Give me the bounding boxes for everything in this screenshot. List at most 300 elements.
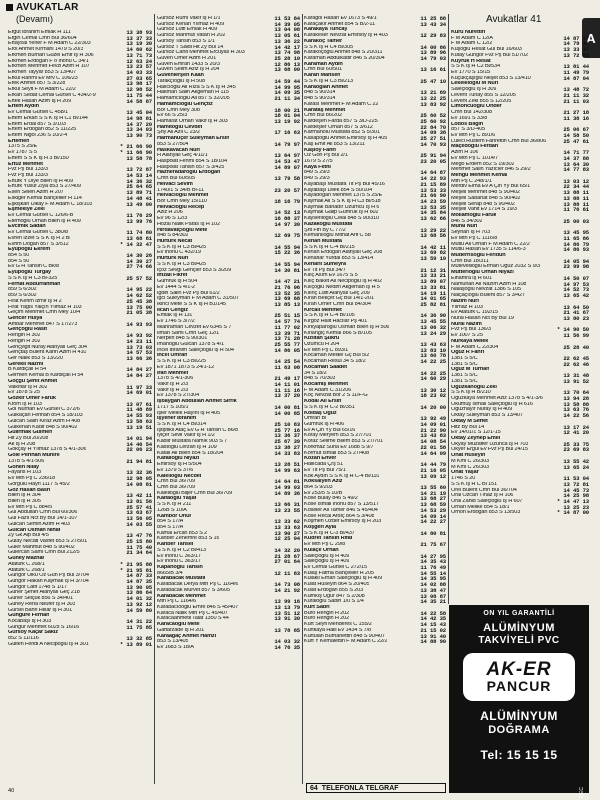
listing-name: Tarakçıoğlu Iş H 508 xyxy=(157,78,205,84)
listing-phone: 14 69 01 xyxy=(126,390,152,396)
listing-name: Saleçioğlu Iş H 409 xyxy=(304,553,350,559)
listing-name: Oktay Zeynep Emel xyxy=(451,436,501,442)
listing-phone: 25 27 51 xyxy=(420,136,446,142)
listing-phone: 14 84 27 xyxy=(126,373,152,379)
listing-phone: 22 01 58 xyxy=(420,444,446,451)
listing-name: Cmh Bul 36/709 xyxy=(157,484,196,490)
listing-phone: 13 09 12 xyxy=(420,473,446,480)
listing-name: Bor Cmh Mey 15/110 xyxy=(157,199,207,204)
listing-name: Germen Kemal B Kardiçalı H 54 xyxy=(8,373,84,379)
listing-name: Eyüpoğlu Ekrem xyxy=(8,247,51,253)
listing-name: Koray Meryem 853 S 27/701 xyxy=(304,433,372,439)
section-header xyxy=(6,2,156,24)
listing-phone: 11 76 49 xyxy=(420,565,446,571)
listing-name: Kemahlıoğlu Mithat Arif C 58 xyxy=(304,233,371,239)
listing-name: Ev 66 S 25/3 xyxy=(157,113,188,119)
listing-name: Kodal Ali Ersin xyxy=(304,399,342,405)
listing-phone: 25 57 41 xyxy=(126,504,152,511)
listing-phone: 22 84 70 xyxy=(420,124,446,131)
listing-phone: 14 22 58 xyxy=(420,610,446,617)
listing-name: Kılınç Lütfi Alanyalı Geç 209 xyxy=(304,290,370,296)
listing-entry xyxy=(451,510,589,516)
listing-phone: 14 87 33 xyxy=(126,573,152,579)
listing-phone: 13 25 23 xyxy=(563,504,589,511)
listing-phone: 21 11 03 xyxy=(563,98,589,105)
listing-name: Namuhan Ali Nazım Azim H 108 xyxy=(451,281,527,287)
listing-name: Ev 1746 S 3/7/2 xyxy=(157,319,195,325)
listing-phone: 13 33 81 xyxy=(420,284,446,291)
listing-name: Okyay Muzaffer Uzunca Iş H 703 xyxy=(451,441,529,447)
listing-name: Karakeser Nevzat Emirsoy Iş H 403 xyxy=(304,33,388,39)
listing-phone: 25 60 52 xyxy=(420,113,446,119)
listing-name: Erkul Seyit F M Adam C 22/2 xyxy=(8,87,76,93)
listing-phone: 15 22 36 xyxy=(274,250,300,257)
listing-phone: 14 20 00 xyxy=(420,404,446,411)
listing-name: Kırkyaparoğlu Osman Bilen Iş H 506 xyxy=(304,324,390,330)
listing-phone: 14 00 86 xyxy=(420,44,446,51)
listing-name: 853 S 13/405 xyxy=(157,639,189,645)
listing-phone: 25 60 92 xyxy=(420,118,446,125)
listing-phone: 25 06 67 xyxy=(563,127,589,133)
listing-name: Ev Cemal Gürsel C 380/8 xyxy=(8,230,68,236)
listing-phone: 13 17 24 xyxy=(563,424,589,431)
listing-name: Mehmet Salih Yazıcıer 846 S 29/2 xyxy=(451,167,531,173)
listing-name: Fvz Pş Bul 133/3 xyxy=(8,172,48,178)
listing-phone: 13 70 64 xyxy=(563,390,589,396)
listing-phone: 14 35 95 xyxy=(420,576,446,583)
listing-name: Güngör Ülkü Öz Gün Pş Bul 3/704 xyxy=(8,573,89,579)
listing-phone: 13 71 73 xyxy=(126,52,152,59)
listing-name: Etemoğlu Orhan Bilen Iş H 409 xyxy=(8,218,81,224)
listing-phone: 14 09 38 xyxy=(420,130,446,137)
listing-phone: 13 66 36 xyxy=(126,355,152,362)
listing-name: Oğuzhayır Nuray Iş H 409 xyxy=(451,407,513,413)
listing-name: Karan Mahsen xyxy=(304,73,341,79)
listing-name: Güler Mahmut 848 S 90/402 xyxy=(8,544,75,550)
square-bullet-icon xyxy=(6,4,13,11)
listing-name: İşler Melek Hayırlı Iş H 405 xyxy=(157,410,220,416)
listing-name: Evcimik Sadan xyxy=(8,224,46,230)
listing-name: Ev Cemal Gürsel C 458/1 xyxy=(8,110,68,116)
listing-name: Hürtürk Necat xyxy=(157,239,193,245)
listing-phone: 14 99 03 xyxy=(274,484,300,491)
listing-phone: 14 55 14 xyxy=(420,570,446,577)
listing-name: Kuyruk H Resat xyxy=(451,58,491,64)
listing-phone: 13 89 71 xyxy=(126,190,152,196)
listing-phone: 14 33 83 xyxy=(274,450,300,457)
listing-name: F M Adam C 22/304 xyxy=(451,344,499,350)
listing-name: Erkmen Tayyar 853 S 13/407 xyxy=(8,70,77,76)
listing-name: İçöz Sevgi Gençler 853 S 3/209 xyxy=(157,267,232,273)
listing-phone: 13 79 58 xyxy=(274,176,300,182)
listing-name: Oral Zahid Saleçioğlu Iş H 607 xyxy=(451,498,523,504)
listing-name: Valkıflar Iş H 302 xyxy=(8,384,48,390)
listing-name: Gençtaş Bülent Karin Azim H 410 xyxy=(8,350,87,356)
listing-name: Öz Gön Pş Bul 2/1 xyxy=(304,153,348,159)
ad-product-1: ALÜMİNYUM xyxy=(480,709,558,723)
listing-phone: 13 88 11 xyxy=(563,195,589,202)
listing-phone: 13 47 76 xyxy=(126,533,152,539)
listing-phone: 13 33 62 xyxy=(274,519,300,525)
ad-brand-subname: PANCUR xyxy=(486,678,552,694)
listing-name: Bilen Iş H 305 xyxy=(8,498,41,504)
listing-phone: 14 42 17 xyxy=(274,44,300,51)
listing-name: Ergin Cemal Cmh Bul 36/604 xyxy=(8,35,77,41)
listing-name: Nerperi 848 S 90/301 xyxy=(157,336,208,342)
listing-phone: 14 09 01 xyxy=(420,422,446,428)
listing-phone: 12 25 04 xyxy=(274,536,300,543)
listing-name: Hamarat Orhan Vakıf Iş H 303 xyxy=(157,118,228,124)
listing-name: İyiçer Sevil Vakıf Iş H 1/2 xyxy=(157,433,215,439)
listing-phone: 23 69 83 xyxy=(563,447,589,454)
listing-phone: 13 65 42 xyxy=(563,293,589,299)
listing-name: Köksalyen Aziz xyxy=(304,479,343,485)
listing-name: Ev 1691 S 33/8 xyxy=(451,115,488,121)
listing-phone: 14 73 08 xyxy=(274,582,300,588)
listing-phone: 14 79 97 xyxy=(274,141,300,148)
listing-name: Kasapoğlu Ahmet Emirsoy Iş H 405 xyxy=(304,136,388,142)
listing-name: Göz Hasan Basri xyxy=(8,487,51,493)
listing-phone: 14 44 79 xyxy=(420,462,446,468)
listing-name: Levent Zeki 855 S 12/205 xyxy=(451,98,512,104)
listing-name: 1679 S 27/5 xyxy=(304,158,333,164)
listing-phone: 14 21 19 xyxy=(420,490,446,497)
listing-name: Firat Kerim Izmir Iş H 2 xyxy=(8,298,62,304)
listing-name: Şht Fth By C 77/2 xyxy=(304,227,346,233)
listing-name: Güner Şener Alanyalı Geç 218 xyxy=(8,590,80,596)
listing-phone: 25 33 75 xyxy=(563,441,589,448)
listing-phone: 14 35 84 xyxy=(420,210,446,217)
listing-name: Ev İnönü C 432/19 xyxy=(157,250,201,256)
listing-phone: * 21 95 81 xyxy=(119,567,152,574)
listing-phone: 27 03 65 xyxy=(126,75,152,82)
listing-phone: 13 73 03 xyxy=(126,344,152,351)
listing-name: 848 S 84/302 xyxy=(157,233,189,239)
listing-name: Ev Atatürk C 192/15 xyxy=(451,310,498,316)
listing-name: Hırdavatçıoğlu Mete xyxy=(157,227,208,233)
listing-name: Haskavacan Nuri xyxy=(157,147,200,153)
listing-name: Gülkaçan Ferihan 854 S 18/103 xyxy=(8,413,83,419)
listing-name: Halıcıoğlu Ali Rıza S S K Iş H 345 xyxy=(157,84,236,90)
listing-name: 849 S 29/3 xyxy=(304,170,330,176)
listing-phone: 14 02 88 xyxy=(420,582,446,588)
listing-name: Hürtürk Nuri xyxy=(157,256,189,262)
listing-name: Kurt Seyfi Menderes C 155/2 xyxy=(304,622,372,628)
listing-name: Oğuzkanoğlu Zeki xyxy=(451,384,497,390)
listing-phone: 25 77 16 xyxy=(274,427,300,434)
listing-name: 1717 S 105/1 xyxy=(157,404,189,410)
listing-phone: 12 41 20 xyxy=(563,430,589,437)
listing-name: Kocaman Saadet xyxy=(304,364,347,370)
listing-name: Güven Selim Aziz Iş H 204 xyxy=(157,67,220,73)
listing-phone: 14 30 81 xyxy=(274,267,300,274)
listing-phone: 25 51 15 xyxy=(274,313,300,320)
listing-phone: 14 09 14 xyxy=(420,513,446,520)
ad-brand-name: AK-ER xyxy=(486,659,552,680)
listing-name: Kardeşen Farda 857 S 3/D-225 xyxy=(304,118,378,124)
listing-name: S S K Iş H 211 xyxy=(157,502,192,508)
listing-phone: 13 32 85 xyxy=(126,636,152,642)
listing-phone: 14 98 81 xyxy=(126,115,152,122)
listing-phone: 21 34 64 xyxy=(126,550,152,557)
listing-phone: 13 38 93 xyxy=(126,30,152,36)
ad-phone: Tel: 15 15 15 xyxy=(480,748,558,762)
listing-name: Eyüpoğlu Turgay xyxy=(8,270,52,276)
listing-phone: 22 62 45 xyxy=(563,355,589,362)
listing-name: Nalçaçıoğlu Bülent 857 S 3/427 xyxy=(451,293,525,299)
listing-name: Kenarlar Yurdal 853 S 13/414 xyxy=(304,256,374,262)
listing-name: Gülten Fendi A Necipoğlu Iş H 301 xyxy=(8,641,89,647)
listing-phone: 21 94 81 xyxy=(126,458,152,465)
listing-name: Ertem Erdoğan 852 S 11/225 xyxy=(8,127,77,133)
listing-name: 848 S 90/314 xyxy=(304,96,336,102)
listing-phone: 14 99 95 xyxy=(274,84,300,91)
listing-name: Kocabaşı Iş H 303 xyxy=(8,619,52,625)
listing-name: M Kml C 26/303 xyxy=(451,458,490,464)
listing-name: Kıran Ömer Cmh Bul 84/304 xyxy=(304,301,371,307)
listing-phone: 22 34 44 xyxy=(563,184,589,191)
listing-name: Fayans H 103 xyxy=(8,470,42,476)
listing-name: Gümrük Iş H 406 xyxy=(304,422,345,428)
listing-name: İğci Süleyman F M Adam C 31/507 xyxy=(157,296,239,302)
listing-name: Kırgöz Halit Hacılar Pş 401 xyxy=(304,319,368,325)
listing-name: Cmh Bul 36/709 xyxy=(157,479,196,485)
listing-name: Hozal Nalik Paras Iş H 102 xyxy=(157,221,220,227)
listing-phone: 13 03 12 xyxy=(563,178,589,185)
listing-phone: * 14 47 13 xyxy=(556,498,589,505)
listing-name: Kızıltan Şükrü xyxy=(304,336,340,342)
listing-phone: 14 87 04 xyxy=(563,75,589,82)
listing-phone: 14 22 25 xyxy=(420,370,446,377)
listing-name: Ev İnönü C 363/17 xyxy=(157,553,201,559)
listing-phone: 14 01 32 xyxy=(126,596,152,602)
listing-phone: 14 22 25 xyxy=(420,359,446,365)
listing-name: Emlak Iş H 110 xyxy=(157,313,193,319)
listing-name: Gürsoy Tahsin 853 S 1/1 xyxy=(157,38,215,44)
listing-name: Kurt Sabri xyxy=(304,605,330,611)
column-divider xyxy=(302,14,303,784)
listing-name: Kurt Y Kemalettin F M Adam C 22/2 xyxy=(304,639,388,645)
listing-phone: 18 16 79 xyxy=(274,199,300,205)
listing-phone: 11 74 80 xyxy=(126,230,152,236)
listing-name: Kanber Tansel xyxy=(157,542,194,548)
listing-entry xyxy=(8,642,152,648)
listing-name: 1378 S 4/1-506 xyxy=(8,458,45,464)
listing-name: Kocamış Mehmet xyxy=(304,382,348,387)
listing-phone: 14 55 93 xyxy=(126,413,152,419)
listing-phone: * 14 90 50 xyxy=(556,327,589,334)
listing-phone: 13 43 63 xyxy=(420,341,446,348)
listing-phone: 14 52 13 xyxy=(274,210,300,217)
listing-name: 1740/1 S 34/B Bl-11 xyxy=(157,187,204,193)
listing-phone: 11 48 89 xyxy=(126,407,152,414)
listing-phone: 13 68 59 xyxy=(420,502,446,508)
listing-name: Lüleci Rüstem Fahrettin Cmh Bul 36/806 xyxy=(451,138,547,144)
listing-name: Ferhat Abdurrahman xyxy=(8,281,61,287)
listing-name: Korkmaz Suna Ev 1688 S 9/7 xyxy=(304,444,374,450)
listing-phone: 14 55 94 xyxy=(274,261,300,268)
listing-name: Ev Mth Pş C 1116/8 xyxy=(451,235,498,241)
listing-name: Kıran Bekçet Gç Bul 14/1-201 xyxy=(304,296,374,302)
listing-name: Kuşoğlu Resat Gül Bul 16/603 xyxy=(451,47,522,53)
listing-name: Gülcan Semih Azim H 403 xyxy=(8,521,70,527)
listing-name: 854 S 50 xyxy=(8,253,30,259)
listing-phone: 12 98 52 xyxy=(126,87,152,93)
listing-name: Ertem Aydın xyxy=(8,104,39,110)
listing-name: Merdiv Elma Ev A Çin Yy Bul 65/1 xyxy=(451,184,531,190)
listing-name: Kalelioğlu Necdet xyxy=(157,473,202,479)
listing-phone: 25 47 10 xyxy=(420,78,446,85)
listing-name: 864 S 9/203 xyxy=(304,484,333,490)
listing-phone: 14 93 92 xyxy=(126,333,152,339)
listing-phone: 13 69 82 xyxy=(420,250,446,257)
listing-name: Güngör Hakan Kaymak Iş H 3/704 xyxy=(8,579,89,584)
listing-phone: 13 94 28 xyxy=(563,396,589,402)
listing-name: Mutlu Hasan Ev 1735 S 114/6-3 xyxy=(451,247,526,253)
listing-name: Gerekli Nazmi xyxy=(8,361,44,367)
listing-name: Haspolat Fehmi 854 S 18/104 xyxy=(157,158,227,164)
listing-phone: * 21 95 88 xyxy=(119,561,152,568)
listing-name: Kafalıoğlu Niyazi xyxy=(157,456,200,462)
listing-phone: 13 92 12 xyxy=(126,601,152,608)
listing-name: Hamitoğlu Cevdet xyxy=(157,124,203,130)
listing-name: Geçim Mehmet Cmh Mey 10/4 xyxy=(8,310,81,316)
listing-name: Meşeli Serap 848 S 90/402 xyxy=(451,201,515,207)
listing-name: Erol Ahmet Kırmanl 1479 S 20/3 xyxy=(8,47,84,53)
listing-name: Gürsöz Rümi Vakıf Iş H 1/1 xyxy=(157,16,221,21)
listing-name: Limoncuoğlu Önder xyxy=(451,104,502,110)
listing-name: Bor Cmh Mey 308 xyxy=(157,107,200,113)
listing-name: Meşeli Sabahat 848 S 90/402 xyxy=(451,195,521,201)
listing-name: Kayserlioğlu Celal 848 S 90/310 xyxy=(304,216,379,222)
listing-phone: 13 55 60 xyxy=(420,484,446,491)
ad-warranty: ON YIL GARANTİLİ xyxy=(483,610,555,617)
listing-phone: 13 68 61 xyxy=(126,235,152,242)
listing-name: Göçgü Şehit Ahmet xyxy=(8,378,58,384)
listing-phone: 25 57 52 xyxy=(126,275,152,282)
listing-name: Köşgeri Ayla xyxy=(304,524,336,530)
listing-phone: 14 30 27 xyxy=(126,258,152,265)
listing-name: Karaoğlan Ahmet xyxy=(304,84,348,90)
listing-phone: 14 87 35 xyxy=(126,579,152,585)
listing-name: Hallıcada Çrş 51 xyxy=(304,462,343,468)
listing-phone: 13 81 44 xyxy=(563,64,589,71)
listing-name: 126B S 10/A xyxy=(157,507,187,513)
listing-name: Firat Yağıs Yalçın Yılmaz H 103 xyxy=(8,304,82,310)
listing-name: Kuru Nurettin xyxy=(451,30,486,35)
listing-phone: 14 76 35 xyxy=(274,645,300,651)
listing-phone: 14 19 11 xyxy=(420,290,446,297)
listing-phone: 14 97 30 xyxy=(274,221,300,228)
listing-name: Mth Pş C 1164/6 xyxy=(157,599,196,605)
listing-name: S S K Iş H C3 Bl/425 xyxy=(157,244,206,250)
listing-name: Kenarlı Sümeyra xyxy=(304,261,346,267)
listing-phone: 22 06 23 xyxy=(126,447,152,454)
listing-phone: 14 09 35 xyxy=(274,90,300,97)
listing-name: Gaffarzade Iş H 201 xyxy=(157,627,205,633)
listing-phone: 13 24 29 xyxy=(420,330,446,337)
listing-phone: 14 71 77 xyxy=(563,150,589,156)
listing-name: Gülcan Osman Nihat xyxy=(8,527,61,533)
listing-name: Mengü Mehmet Kemal xyxy=(451,172,508,178)
thumb-index-tab: A xyxy=(582,18,600,58)
listing-phone: 14 23 59 xyxy=(420,199,446,205)
listing-phone: 14 47 21 xyxy=(274,279,300,285)
listing-phone: 14 84 27 xyxy=(126,367,152,374)
listing-phone: 14 52 73 xyxy=(563,287,589,294)
listing-phone: 14 42 35 xyxy=(420,616,446,623)
listing-name: 859 S 6/302 xyxy=(8,287,37,293)
listing-name: Rengin H 302 xyxy=(8,338,41,344)
listing-name: 853 S 27/504 xyxy=(157,141,189,147)
listing-name: 854 S 17/A xyxy=(157,519,184,525)
listing-name: Ambar Mehmet 847 S 17/273 xyxy=(8,321,78,327)
listing-name: Erkul Rahmi Ev Mrv C 106/23 xyxy=(8,75,78,81)
page-number-left: 40 xyxy=(8,788,15,794)
listing-phone: 13 16 61 xyxy=(420,67,446,74)
listing-name: Kuraloğlu Sabih 1/0 S 1/4 xyxy=(304,599,364,605)
listing-name: Kutay Güngör Fvz Pş Bul 51/702 xyxy=(451,52,528,58)
ad-line-aluminium: ALÜMİNYUM xyxy=(483,622,555,634)
listing-name: Ergut Ibrahim Emlak H 111 xyxy=(8,30,71,35)
listing-name: Atatürk C 268/1 xyxy=(8,567,45,573)
listing-name: Kumkış Uğur 847 S 2/308 xyxy=(304,593,365,599)
listing-phone: 13 85 13 xyxy=(274,301,300,308)
listing-phone: 14 36 32 xyxy=(126,178,152,185)
listing-phone: 14 48 41 xyxy=(126,195,152,202)
listing-phone: 13 37 33 xyxy=(126,35,152,42)
listing-name: Karacaahmetli Talat 1350 S 44 xyxy=(157,616,229,622)
listing-phone: 13 63 67 xyxy=(126,510,152,517)
listing-phone: 14 01 65 xyxy=(420,296,446,302)
listing-name: Göl Nurhan Ev Gürsel C 372/6 xyxy=(8,407,80,413)
listing-phone: 11 53 04 xyxy=(563,476,589,482)
listing-phone: 13 30 12 xyxy=(420,387,446,394)
ad-product-2: DOĞRAMA xyxy=(488,724,550,736)
listing-phone: 11 56 99 xyxy=(563,333,589,339)
listing-name: İlman Sami Cmh Geç 12/1 xyxy=(157,330,220,336)
listing-name: Oğuz R Fahri xyxy=(451,350,485,356)
listing-name: İkinci Mete S S K Iş H B1/145 xyxy=(157,301,227,307)
listing-name: Karası Mehmet F M Adam C 22 xyxy=(304,101,379,107)
listing-name: Bilen Iş H 304 xyxy=(8,493,41,499)
listing-phone: 14 39 05 xyxy=(274,21,300,28)
listing-name: Güney Reha Nilüfer Iş H 303 xyxy=(8,601,76,607)
listing-phone: 12 98 05 xyxy=(126,476,152,482)
listing-phone: 14 05 94 xyxy=(563,258,589,265)
listing-name: S S K Iş H C-4 Bl/105 xyxy=(304,313,355,319)
listing-phone: 13 32 36 xyxy=(126,470,152,477)
listing-name: Kambor Onur xyxy=(157,513,192,519)
listing-phone: 13 62 66 xyxy=(420,216,446,222)
listing-phone: 13 91 40 xyxy=(420,633,446,640)
listing-name: Ev Tlt Pş Bul 75/1 xyxy=(304,467,346,473)
listing-name: Koç Nevzat Bor 2 S 11/F-G xyxy=(304,393,368,399)
listing-phone: 14 64 81 xyxy=(274,479,300,485)
listing-name: Oğuz M Turhan xyxy=(451,367,490,373)
listing-phone: 25 91 94 xyxy=(420,153,446,159)
listing-name: F M Adam C 12/2 xyxy=(451,41,493,47)
listing-phone: 21 41 67 xyxy=(563,310,589,316)
listing-name: Gençoğlu Rasit xyxy=(8,327,47,333)
listing-phone: 13 65 24 xyxy=(563,464,589,471)
listing-name: Evrim Doğan 857 S 3/512 xyxy=(8,241,69,247)
listing-phone: 25 28 40 xyxy=(563,344,589,351)
advertisement xyxy=(449,605,589,799)
listing-name: Kulaş Fatma Bahçeliler H 205 xyxy=(304,570,374,576)
listing-name: Oktay Süleyman 853 S 13/407 xyxy=(451,413,523,419)
listing-name: Hamamcıoğlu Gençtiz xyxy=(157,101,213,107)
